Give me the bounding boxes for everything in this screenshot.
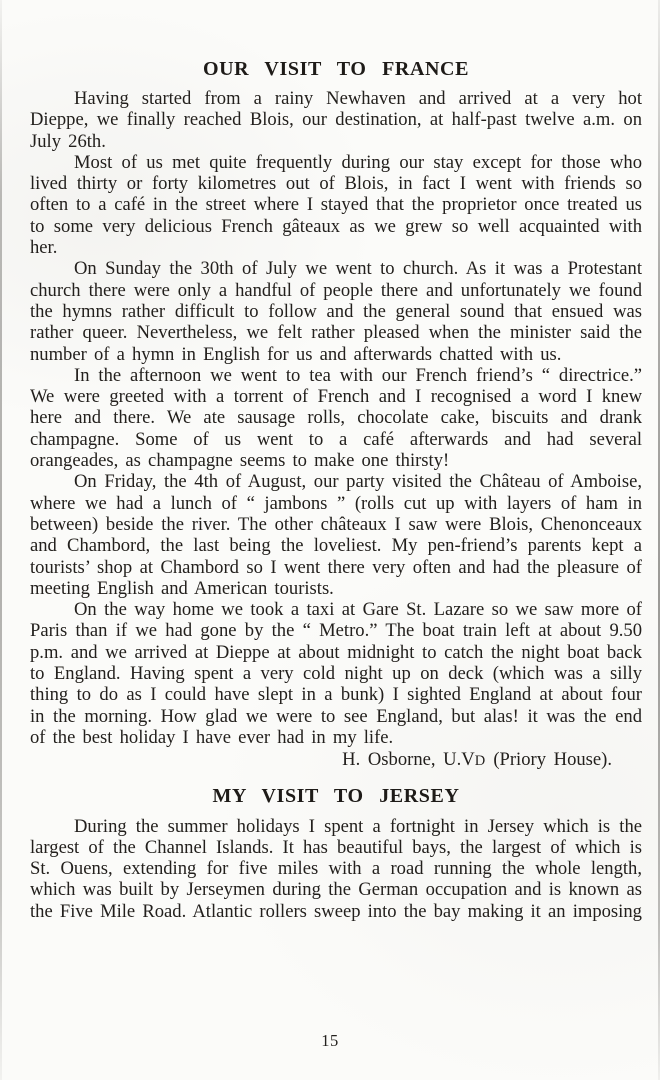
article-paragraph: On the way home we took a taxi at Gare St. Lazare so we saw more of Paris than if we had gone by the “ Metro.” The boat train left at about 9.50 p.m. and we arrived at Dieppe at about midnight to catch the night boat back to England. Having spent a very cold night up on deck (which was a silly thing to do as I could have slept in a bunk) I sighted England at about four in the morning. How glad we were to see England, but alas! it was the end of the best holiday I have ever had in my life. [30, 599, 642, 748]
article-byline [30, 749, 642, 772]
text-column [30, 0, 642, 922]
article-paragraph: In the afternoon we went to tea with our French friend’s “ directrice.” We were greeted with a torrent of French and I recognised a word I knew here and there. We ate sausage rolls, chocolate cake, biscuits and drank champagne. Some of us went to a café afterwards and had several orangeades, as champagne seems to make one thirsty! [30, 364, 642, 472]
article-title-france: OUR VISIT TO FRANCE [202, 58, 470, 80]
byline-house: (Priory House). [485, 749, 612, 771]
scan-edge-left [0, 0, 2, 1080]
article-paragraph: On Friday, the 4th of August, our party visited the Château of Amboise, where we had a lunch of “ jambons ” (rolls cut up with layers of ham in between) beside the river. The other châteaux I saw were Blois, Chenonceaux and Chambord, the last being the loveliest. My pen-friend’s parents kept a tourists’ shop at Chambord so I went there very often and had the pleasure of meeting English and American tourists. [30, 471, 642, 599]
page-number: 15 [321, 1031, 339, 1050]
article-paragraph: Most of us met quite frequently during our stay except for those who lived thirty or forty kilometres out of Blois, in fact I went with friends so often to a café in the street where I stayed that the proprietor once treated us to some very delicious French gâteaux as we grew so well acquainted with her. [30, 151, 642, 259]
article-paragraph: During the summer holidays I spent a fortnight in Jersey which is the largest of the Channel Islands. It has beautiful bays, the largest of which is St. Ouens, extending for five miles with a road running the whole length, which was built by Jerseymen during the German occupation and is known as the Five Mile Road. Atlantic rollers sweep into the bay making it an imposing [30, 815, 642, 922]
article-paragraph: On Sunday the 30th of July we went to church. As it was a Protestant church there were only a handful of people there and unfortunately we found the hymns rather difficult to follow and the general sound that ensued was rather queer. Nevertheless, we felt rather pleased when the minister said the number of a hymn in English for us and afterwards chatted with us. [30, 258, 642, 365]
article-title-jersey: MY VISIT TO JERSEY [212, 784, 460, 807]
byline-author: H. Osborne, U.V [342, 749, 475, 771]
byline-form-smallcap: D [474, 753, 486, 770]
article-paragraph: Having started from a rainy Newhaven and arrived at a very hot Dieppe, we finally reached Blois, our destination, at half-past twelve a.m. on July 26th. [30, 88, 642, 152]
